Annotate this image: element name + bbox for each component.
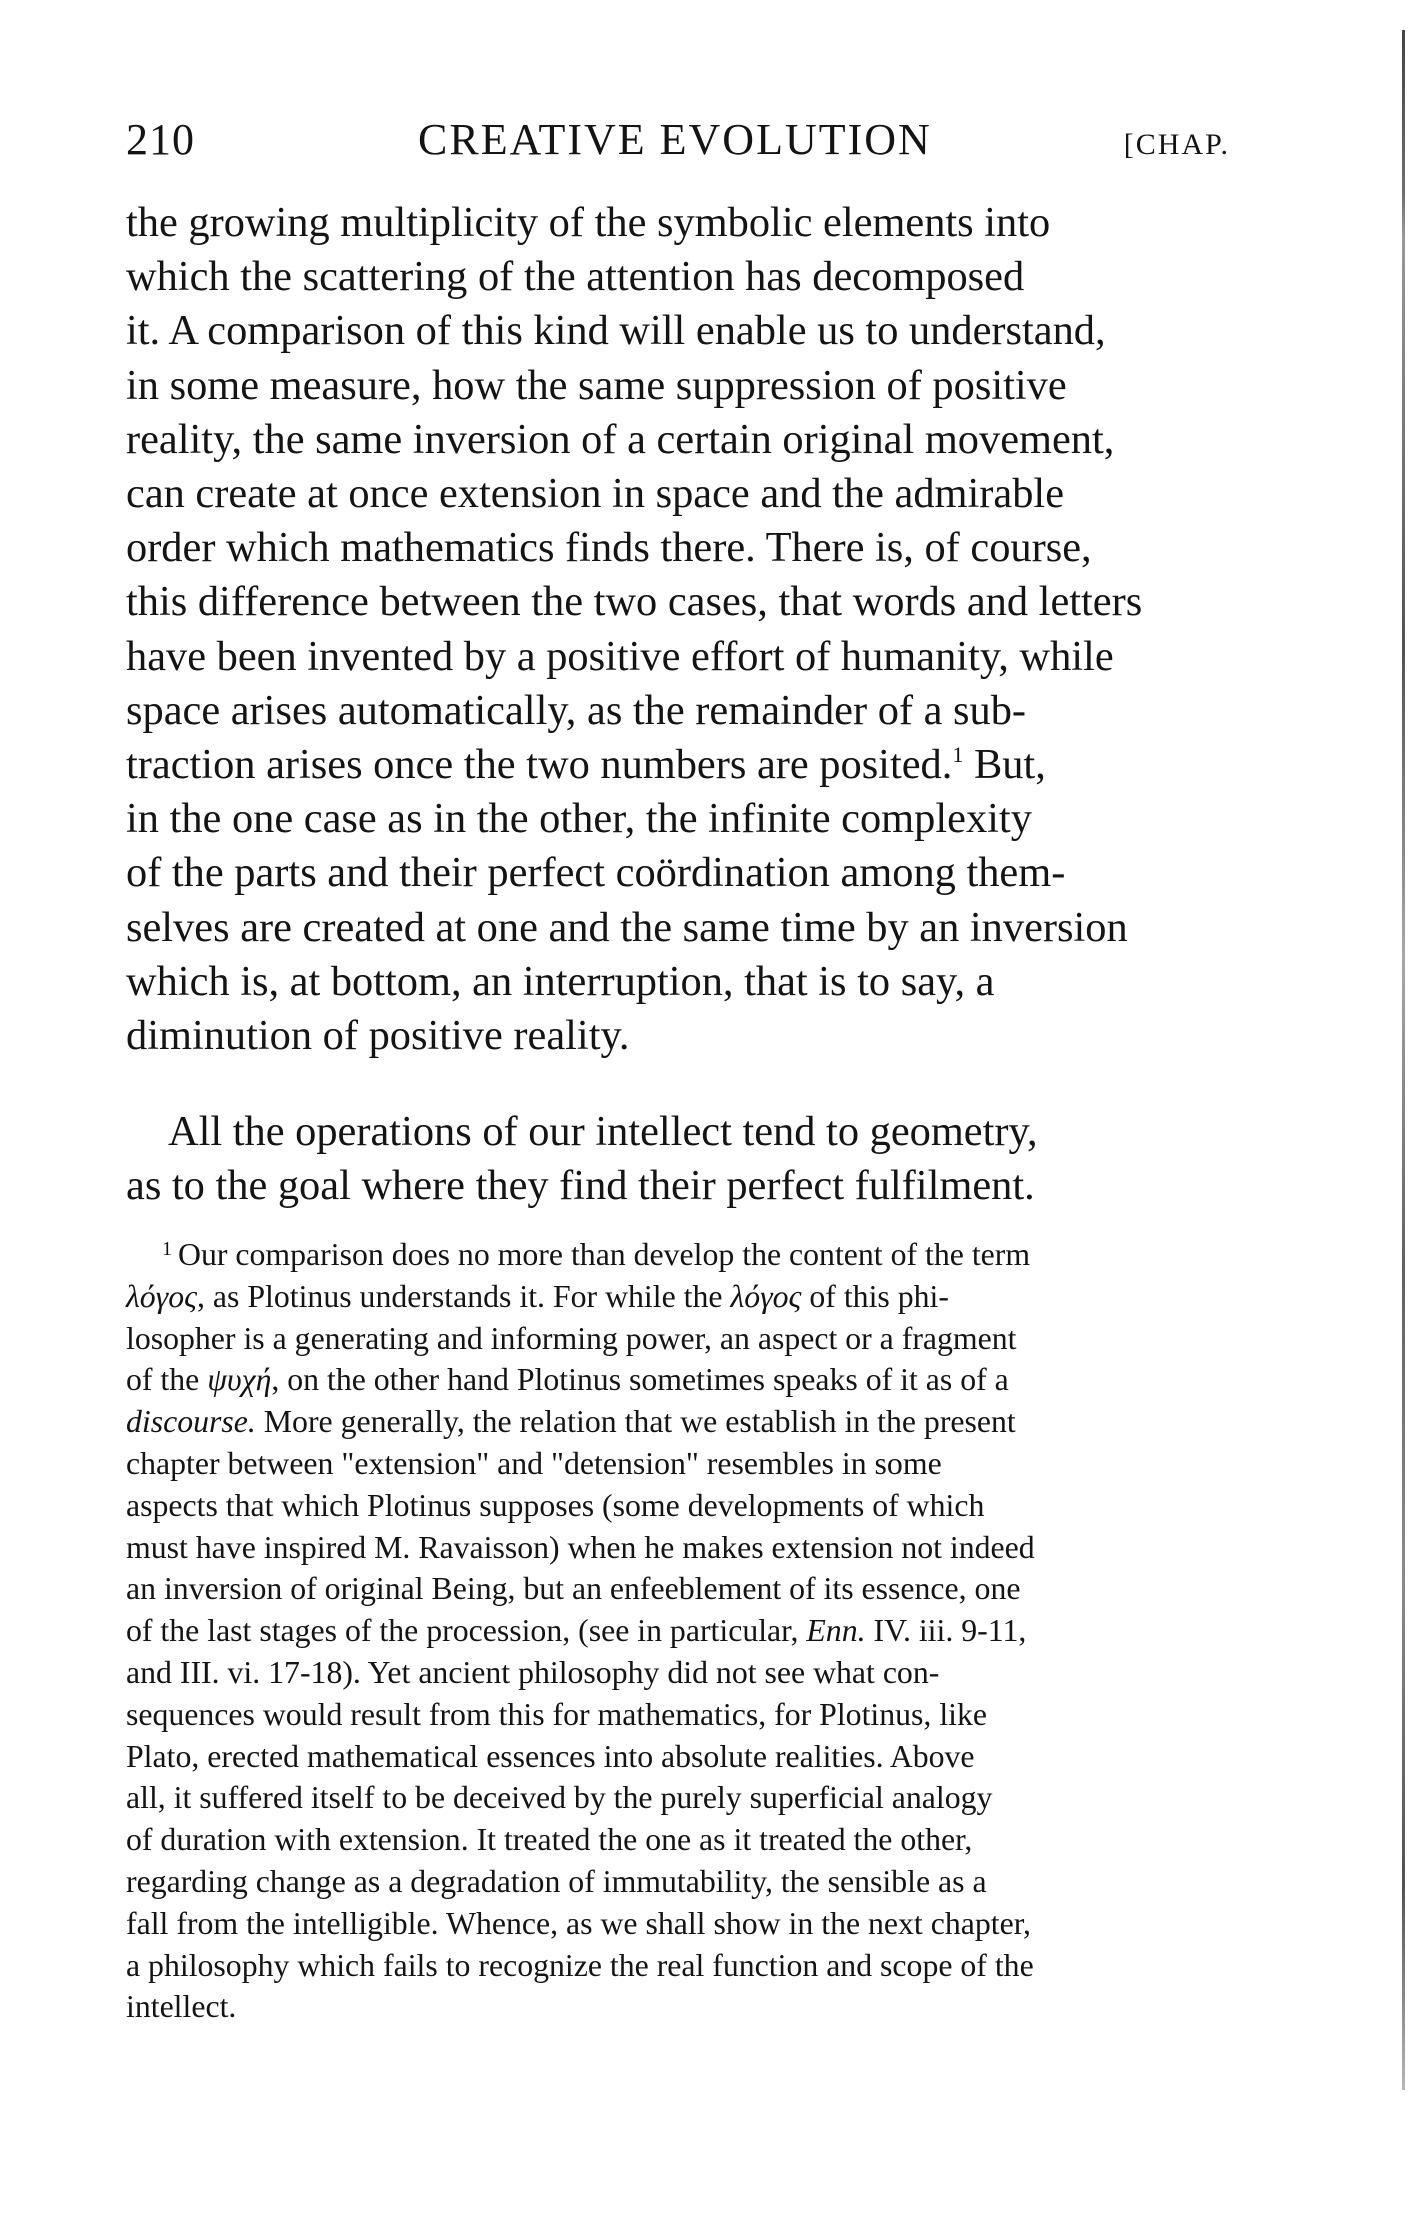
footnote-term-logos-2: λόγος (730, 1278, 802, 1314)
footnote-term-enn: Enn. (806, 1613, 866, 1649)
main-text (126, 196, 1226, 1214)
footnote-term-logos: λόγος (126, 1278, 197, 1314)
footnote-text-5: More generally, the relation that we establish in the present chapter between "extension" and "detension" resembles in some aspects that which Plotinus supposes (some developments of which must have inspired M. Ravaisson) when he makes extension not indeed an inversion of original Being, but an enfeeblement of its essence, one of the last stages of the procession, (see in particular, (126, 1404, 1035, 1649)
footnote-mark: 1 (162, 1238, 172, 1260)
paragraph-1-part-a: the growing multiplicity of the symbolic elements into which the scattering of the attention has decomposed it. A comparison of this kind will enable us to understand, in some measure, how the same suppression of positive reality, the same inversion of a certain original movement, can create at once extension in space and the admirable order which mathematics finds there. There is, of course, this difference between the two cases, that words and letters have been invented by a positive effort of humanity, while space arises automatically, as the remainder of a sub- traction arises once the two numbers are posited. (126, 199, 1143, 789)
footnote-reference: 1 (952, 742, 964, 768)
footnote-term-discourse: discourse. (126, 1404, 256, 1440)
paragraph-1-part-b: But, in the one case as in the other, the infinite complexity of the parts and their perfect coördination among them- selves are created at one and the same time by an inversion which is, at bottom, an interruption, that is to say, a diminution of positive reality. (126, 741, 1128, 1060)
chapter-marker: [CHAP. (1123, 128, 1230, 161)
paragraph-1 (126, 196, 1226, 1063)
book-title: CREATIVE EVOLUTION (418, 115, 932, 164)
footnote-text-3: of this phi- losopher is a generating and informing power, an aspect or a fragment of the (126, 1278, 1017, 1398)
footnote (126, 1234, 1226, 2028)
footnote-text-2: , as Plotinus understands it. For while the (197, 1278, 731, 1314)
paragraph-2: All the operations of our intellect tend to geometry, as to the goal where they find their perfect fulfilment. (126, 1108, 1038, 1210)
page-number: 210 (126, 115, 195, 164)
footnote-text-1: Our comparison does no more than develop the content of the term (178, 1237, 1031, 1272)
footnote-text-4: , on the other hand Plotinus sometimes speaks of it as of a (271, 1362, 1009, 1398)
footnote-text-6: IV. iii. 9-11, and III. vi. 17-18). Yet ancient philosophy did not see what con- sequences would result from this for mathematics, for Plotinus, like Plato, erected mathematical essences into absolute realities. Above all, it suffered itself to be deceived by the purely superficial analogy of duration with extension. It treated the one as it treated the other, regarding change as a degradation of immutability, the sensible as a fall from the intelligible. Whence, as we shall show in the next chapter, a philosophy which fails to recognize the real function and scope of the intellect. (126, 1613, 1034, 2025)
footnote-term-psyche: ψυχή (207, 1362, 272, 1398)
running-head (126, 110, 1230, 170)
page-edge-shadow (1402, 30, 1405, 2090)
